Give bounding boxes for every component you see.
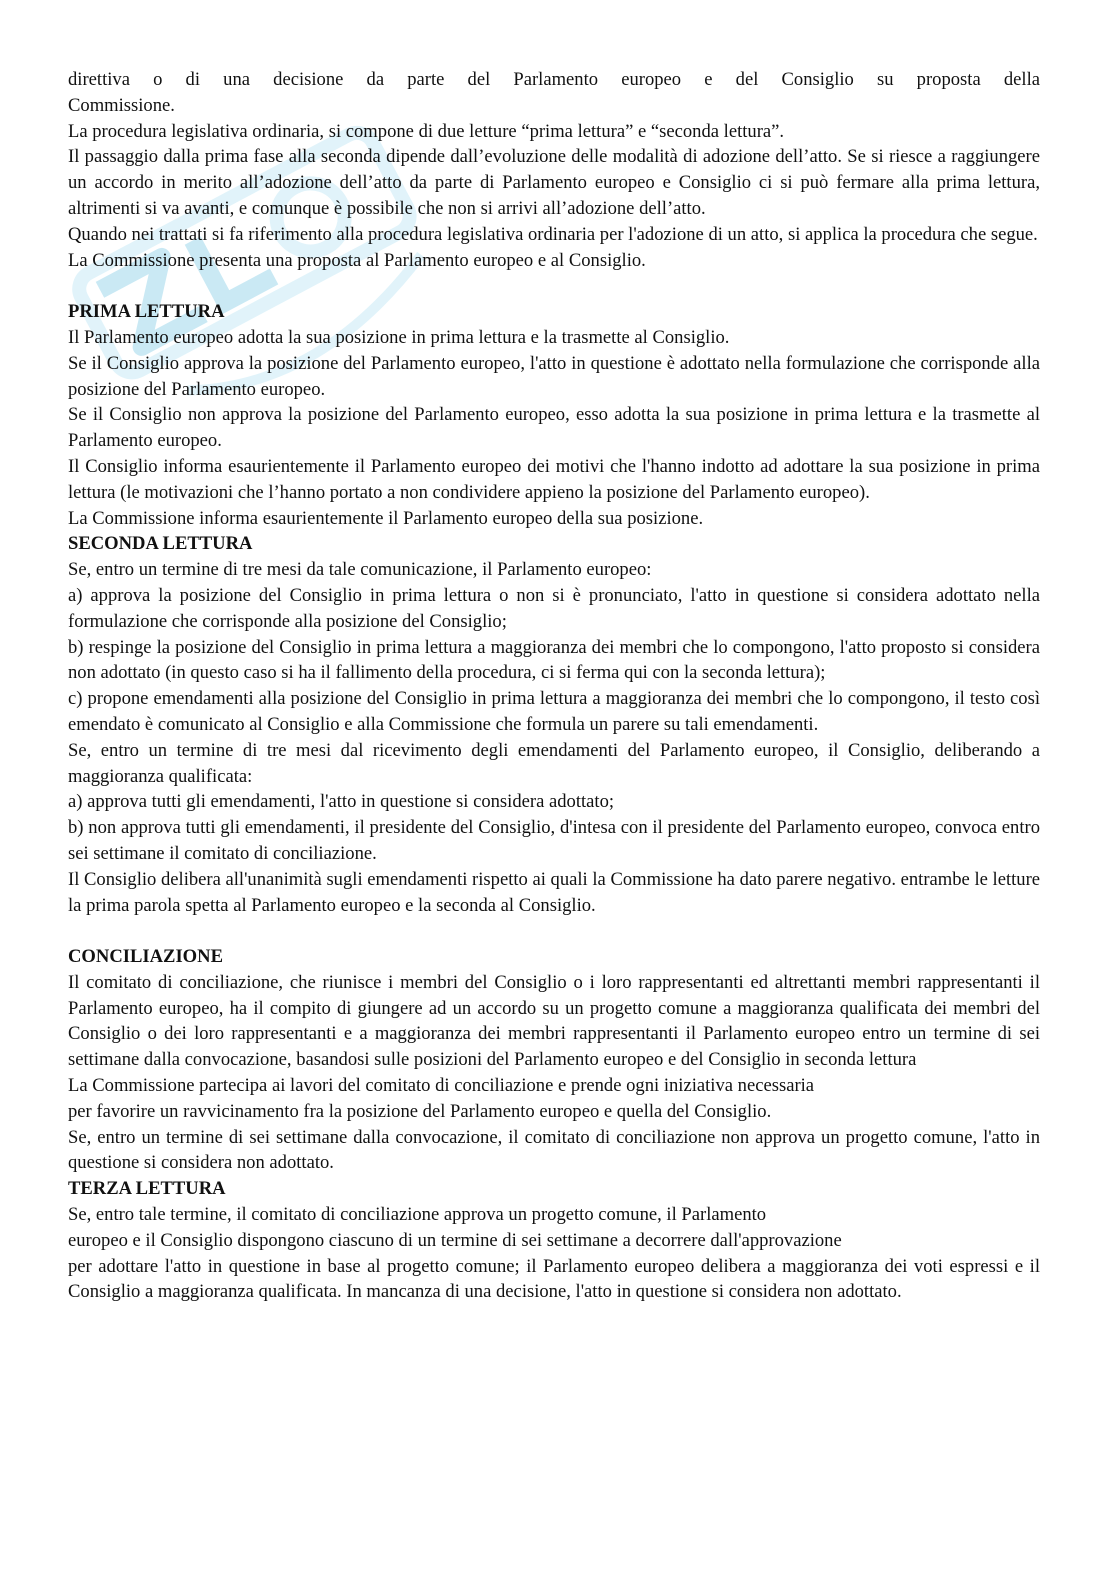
seconda-lettura-paragraph: c) propone emendamenti alla posizione del Consiglio in prima lettura a maggioranza dei membri che lo compongono, il testo così emendato è comunicato al Consiglio e alla Commissione che formula un parere su tali emendamenti. bbox=[68, 688, 1040, 735]
seconda-lettura-paragraph: Se, entro un termine di tre mesi da tale comunicazione, il Parlamento europeo: bbox=[68, 559, 652, 581]
terza-lettura-paragraph: per adottare l'atto in questione in base al progetto comune; il Parlamento europeo delibera a maggioranza dei voti espressi e il Consiglio a maggioranza qualificata. In mancanza di una decisione, l'atto in questione si considera non adottato. bbox=[68, 1255, 1040, 1303]
prima-lettura-paragraph: Se il Consiglio non approva la posizione del Parlamento europeo, esso adotta la sua posizione in prima lettura e la trasmette al Parlamento europeo. bbox=[68, 404, 1040, 452]
heading-seconda-lettura: SECONDA LETTURA bbox=[68, 533, 253, 555]
prima-lettura-paragraph: Se il Consiglio approva la posizione del Parlamento europeo, l'atto in questione è adottato nella formulazione che corrisponde alla posizione del Parlamento europeo. bbox=[68, 352, 1040, 400]
intro-line-2: Commissione. bbox=[68, 94, 175, 116]
conciliazione-paragraph: Il comitato di conciliazione, che riunisce i membri del Consiglio o i loro rappresentanti ed altrettanti membri rappresentanti il Parlamento europeo, ha il compito di giungere ad un accordo su un progetto comune a maggioranza qualificata dei membri del Consiglio o dei loro rappresentanti e a maggioranza dei membri rappresentanti il Parlamento europeo entro un termine di sei settimane dalla convocazione, basandosi sulle posizioni del Parlamento europeo e del Consiglio in seconda lettura bbox=[68, 971, 1040, 1071]
seconda-lettura-paragraph: a) approva la posizione del Consiglio in prima lettura o non si è pronunciato, l'atto in questione si considera adottato nella formulazione che corrisponde alla posizione del Consiglio; bbox=[68, 584, 1040, 632]
spacer bbox=[68, 273, 1040, 299]
seconda-lettura-paragraph: Se, entro un termine di tre mesi dal ricevimento degli emendamenti del Parlamento europeo, il Consiglio, deliberando a maggioranza qualificata: bbox=[68, 739, 1040, 787]
intro-paragraph: Quando nei trattati si fa riferimento alla procedura legislativa ordinaria per l'adozione di un atto, si applica la procedura che segue. bbox=[68, 223, 1038, 245]
heading-terza-lettura: TERZA LETTURA bbox=[68, 1178, 226, 1200]
spacer bbox=[68, 918, 1040, 944]
terza-lettura-paragraph: europeo e il Consiglio dispongono ciascuno di un termine di sei settimane a decorrere dall'approvazione bbox=[68, 1229, 842, 1251]
heading-conciliazione: CONCILIAZIONE bbox=[68, 946, 223, 968]
prima-lettura-paragraph: La Commissione informa esaurientemente il Parlamento europeo della sua posizione. bbox=[68, 507, 704, 529]
conciliazione-paragraph: La Commissione partecipa ai lavori del comitato di conciliazione e prende ogni iniziativa necessaria bbox=[68, 1075, 815, 1097]
seconda-lettura-paragraph: b) respinge la posizione del Consiglio in prima lettura a maggioranza dei membri che lo compongono, l'atto proposto si considera non adottato (in questo caso si ha il fallimento della procedura, ci si ferma qui con la seconda lettura); bbox=[68, 636, 1040, 684]
seconda-lettura-paragraph: Il Consiglio delibera all'unanimità sugli emendamenti rispetto ai quali la Commissione ha dato parere negativo. entrambe le letture la prima parola spetta al Parlamento europeo e la seconda al Consiglio. bbox=[68, 868, 1041, 916]
seconda-lettura-paragraph: a) approva tutti gli emendamenti, l'atto in questione si considera adottato; bbox=[68, 791, 615, 813]
document-page bbox=[68, 67, 1040, 1305]
conciliazione-paragraph: per favorire un ravvicinamento fra la posizione del Parlamento europeo e quella del Consiglio. bbox=[68, 1100, 772, 1122]
conciliazione-paragraph: Se, entro un termine di sei settimane dalla convocazione, il comitato di conciliazione non approva un progetto comune, l'atto in questione si considera non adottato. bbox=[68, 1126, 1040, 1174]
prima-lettura-paragraph: Il Parlamento europeo adotta la sua posizione in prima lettura e la trasmette al Consiglio. bbox=[68, 326, 730, 348]
prima-lettura-paragraph: Il Consiglio informa esaurientemente il Parlamento europeo dei motivi che l'hanno indotto ad adottare la sua posizione in prima lettura (le motivazioni che l’hanno portato a non condividere appieno la posizione del Parlamento europeo). bbox=[68, 455, 1040, 503]
intro-line-1: direttiva o di una decisione da parte del Parlamento europeo e del Consiglio su proposta della bbox=[68, 69, 1040, 90]
heading-prima-lettura: PRIMA LETTURA bbox=[68, 301, 225, 323]
terza-lettura-paragraph: Se, entro tale termine, il comitato di conciliazione approva un progetto comune, il Parlamento bbox=[68, 1204, 767, 1226]
intro-paragraph: Il passaggio dalla prima fase alla seconda dipende dall’evoluzione delle modalità di adozione dell’atto. Se si riesce a raggiungere un accordo in merito all’adozione dell’atto da parte di Parlamento europeo e Consiglio ci si può fermare alla prima lettura, altrimenti si va avanti, e comunque è possibile che non si arrivi all’adozione dell’atto. bbox=[68, 146, 1040, 219]
seconda-lettura-paragraph: b) non approva tutti gli emendamenti, il presidente del Consiglio, d'intesa con il presidente del Parlamento europeo, convoca entro sei settimane il comitato di conciliazione. bbox=[68, 817, 1040, 864]
intro-line-3: La procedura legislativa ordinaria, si compone di due letture “prima lettura” e “seconda lettura”. bbox=[68, 120, 785, 142]
intro-paragraph: La Commissione presenta una proposta al Parlamento europeo e al Consiglio. bbox=[68, 249, 646, 271]
